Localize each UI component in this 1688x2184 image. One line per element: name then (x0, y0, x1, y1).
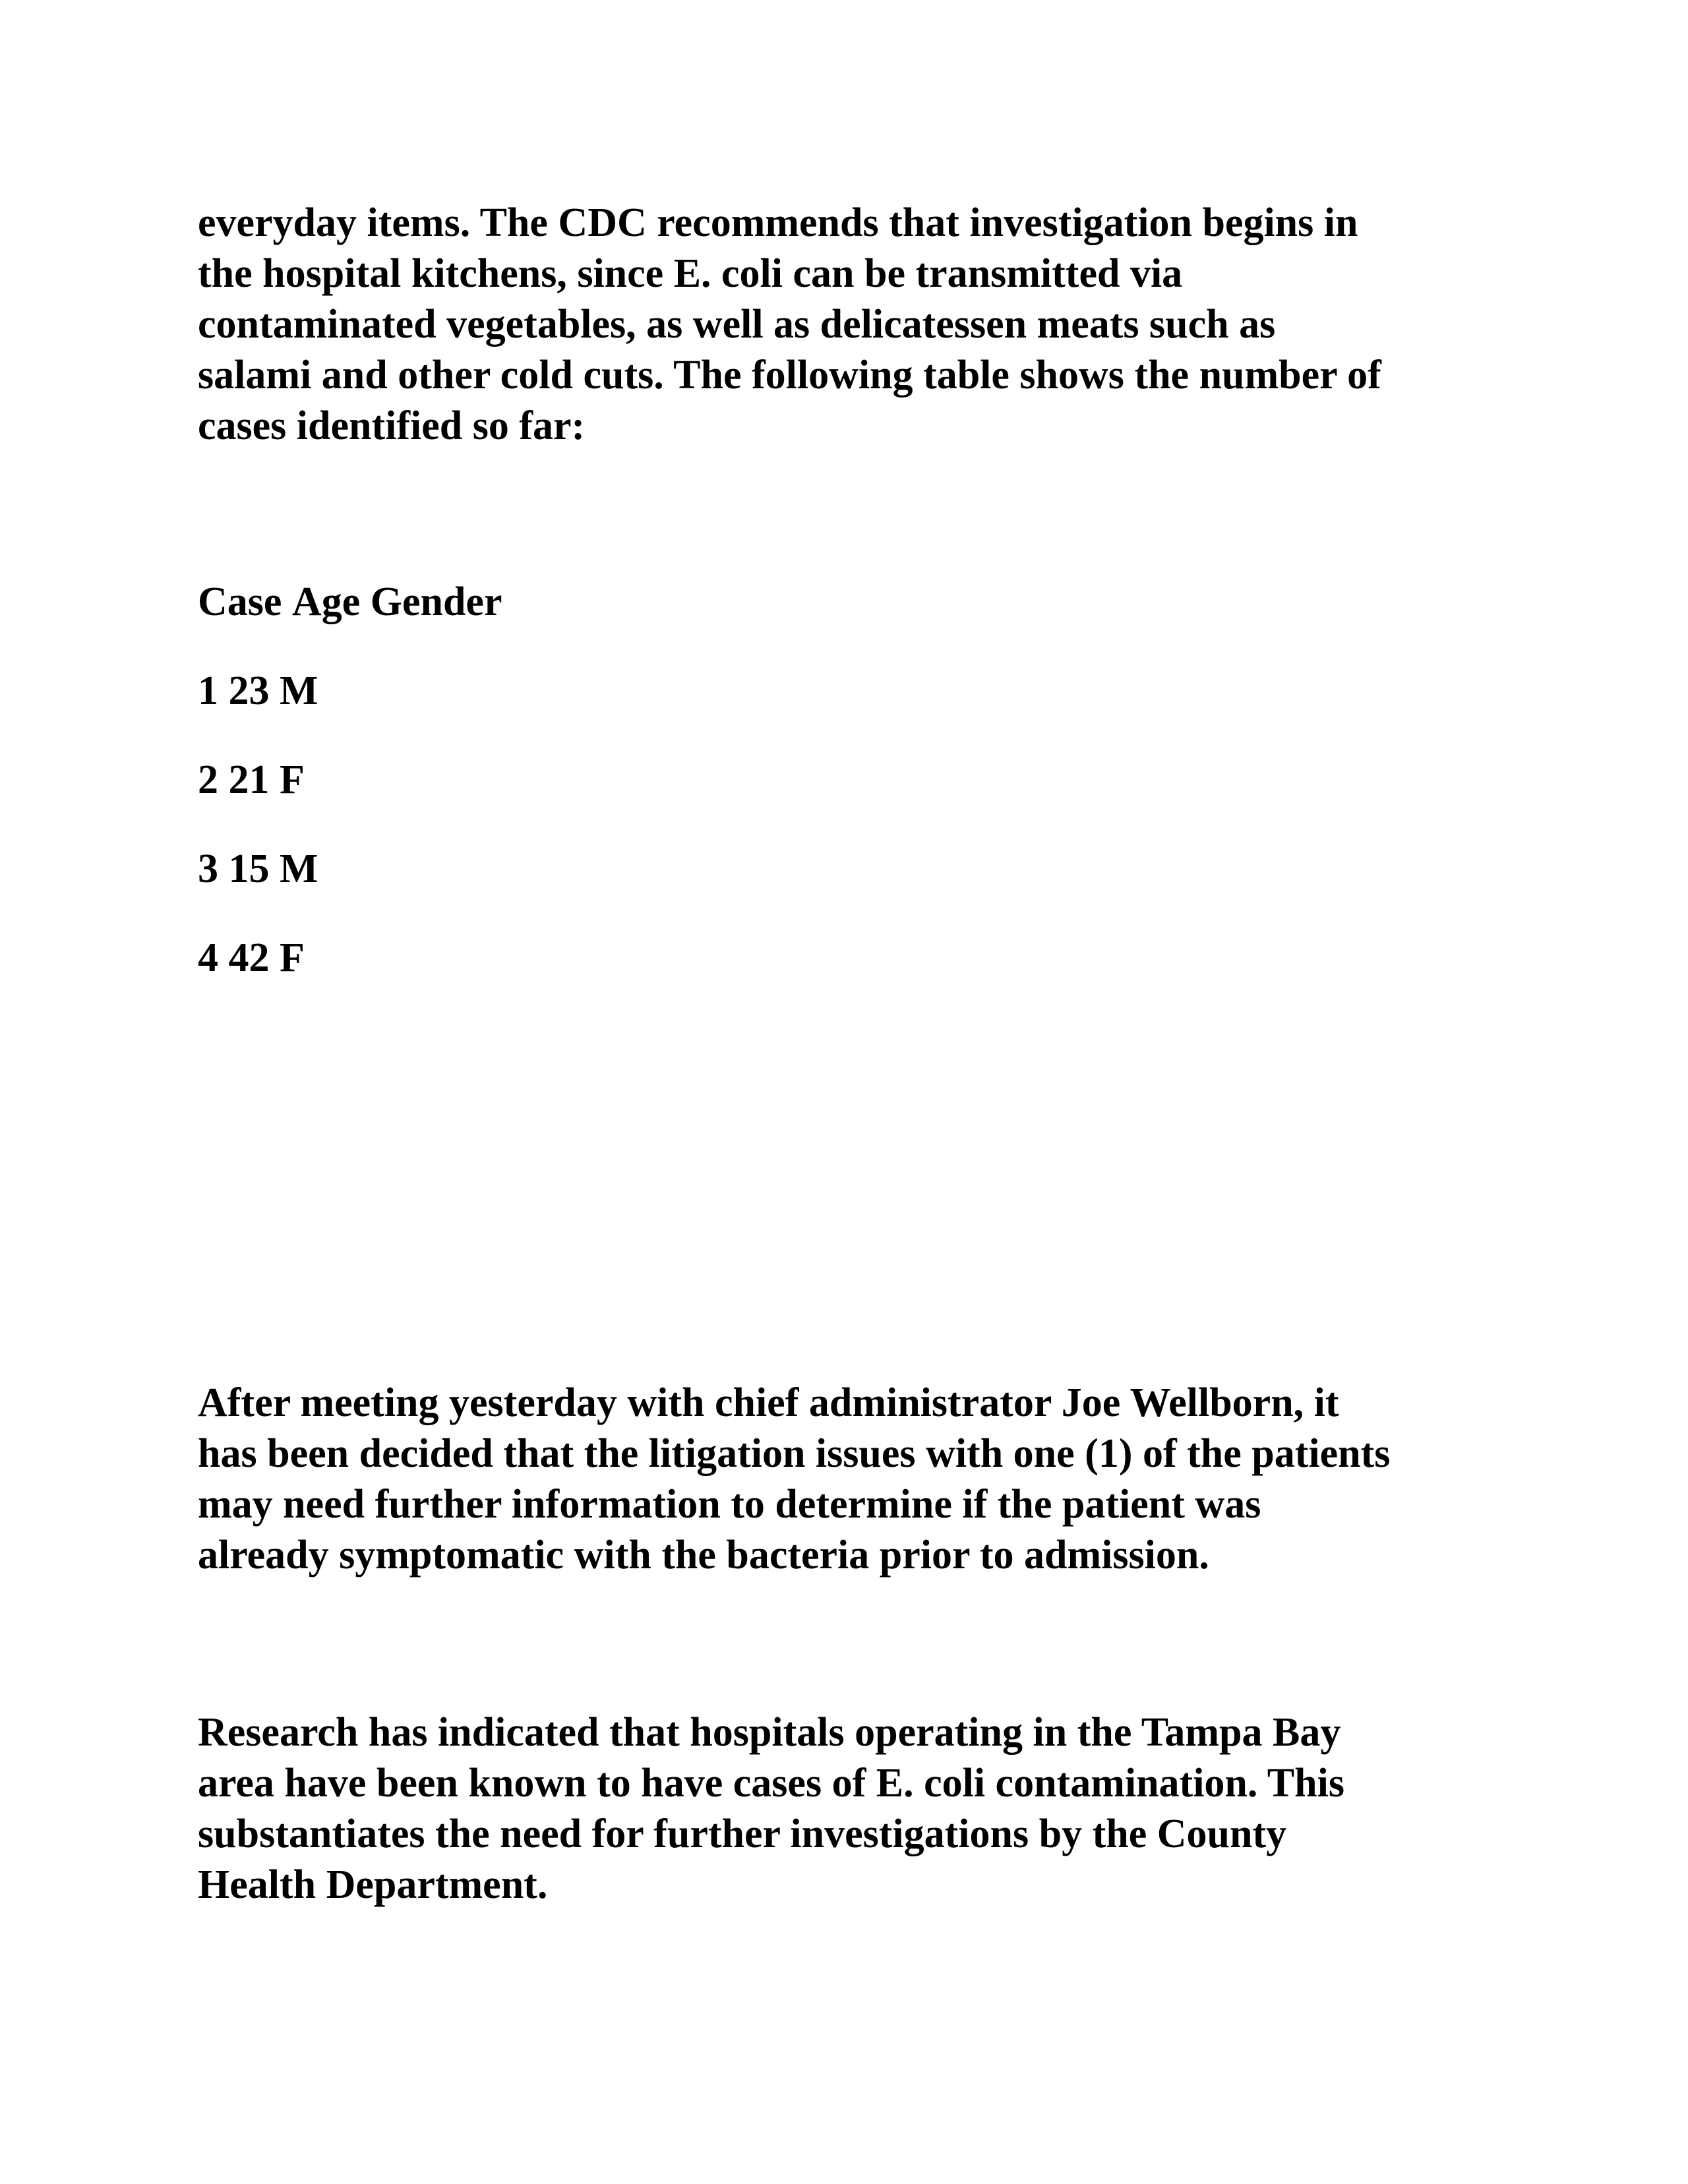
case-gender: M (280, 846, 318, 891)
case-age: 15 (228, 846, 270, 891)
paragraph-line: has been decided that the litigation issues with one (1) of the patients (198, 1431, 1391, 1476)
paragraph-line: already symptomatic with the bacteria prior to admission. (198, 1533, 1209, 1578)
paragraph-line: Research has indicated that hospitals operating in the Tampa Bay (198, 1710, 1341, 1755)
case-table-row (198, 755, 305, 806)
case-table-row (198, 844, 318, 895)
paragraph-line: After meeting yesterday with chief administrator Joe Wellborn, it (198, 1380, 1339, 1425)
paragraph-line: cases identified so far: (198, 403, 586, 448)
case-table-row (198, 933, 305, 984)
case-gender: F (280, 935, 305, 980)
paragraph-line: area have been known to have cases of E. coli contamination. This (198, 1761, 1344, 1806)
research-paragraph (198, 1707, 1344, 1910)
header-case: Case (198, 579, 282, 624)
case-age: 23 (228, 668, 270, 713)
meeting-paragraph (198, 1378, 1390, 1581)
paragraph-line: may need further information to determine if the patient was (198, 1482, 1261, 1527)
case-gender: M (280, 668, 318, 713)
intro-paragraph (198, 198, 1381, 452)
header-age: Age (291, 579, 361, 624)
case-number: 4 (198, 935, 218, 980)
case-table-row (198, 666, 318, 717)
header-gender: Gender (370, 579, 502, 624)
case-number: 2 (198, 757, 218, 802)
case-table-header (198, 577, 502, 628)
case-gender: F (280, 757, 305, 802)
case-number: 3 (198, 846, 218, 891)
paragraph-line: everyday items. The CDC recommends that investigation begins in (198, 200, 1358, 245)
paragraph-line: the hospital kitchens, since E. coli can be transmitted via (198, 251, 1183, 296)
case-age: 42 (228, 935, 270, 980)
paragraph-line: contaminated vegetables, as well as delicatessen meats such as (198, 302, 1276, 347)
paragraph-line: substantiates the need for further investigations by the County (198, 1812, 1287, 1856)
paragraph-line: Health Department. (198, 1862, 548, 1907)
paragraph-line: salami and other cold cuts. The following table shows the number of (198, 353, 1381, 398)
case-number: 1 (198, 668, 218, 713)
case-age: 21 (228, 757, 270, 802)
